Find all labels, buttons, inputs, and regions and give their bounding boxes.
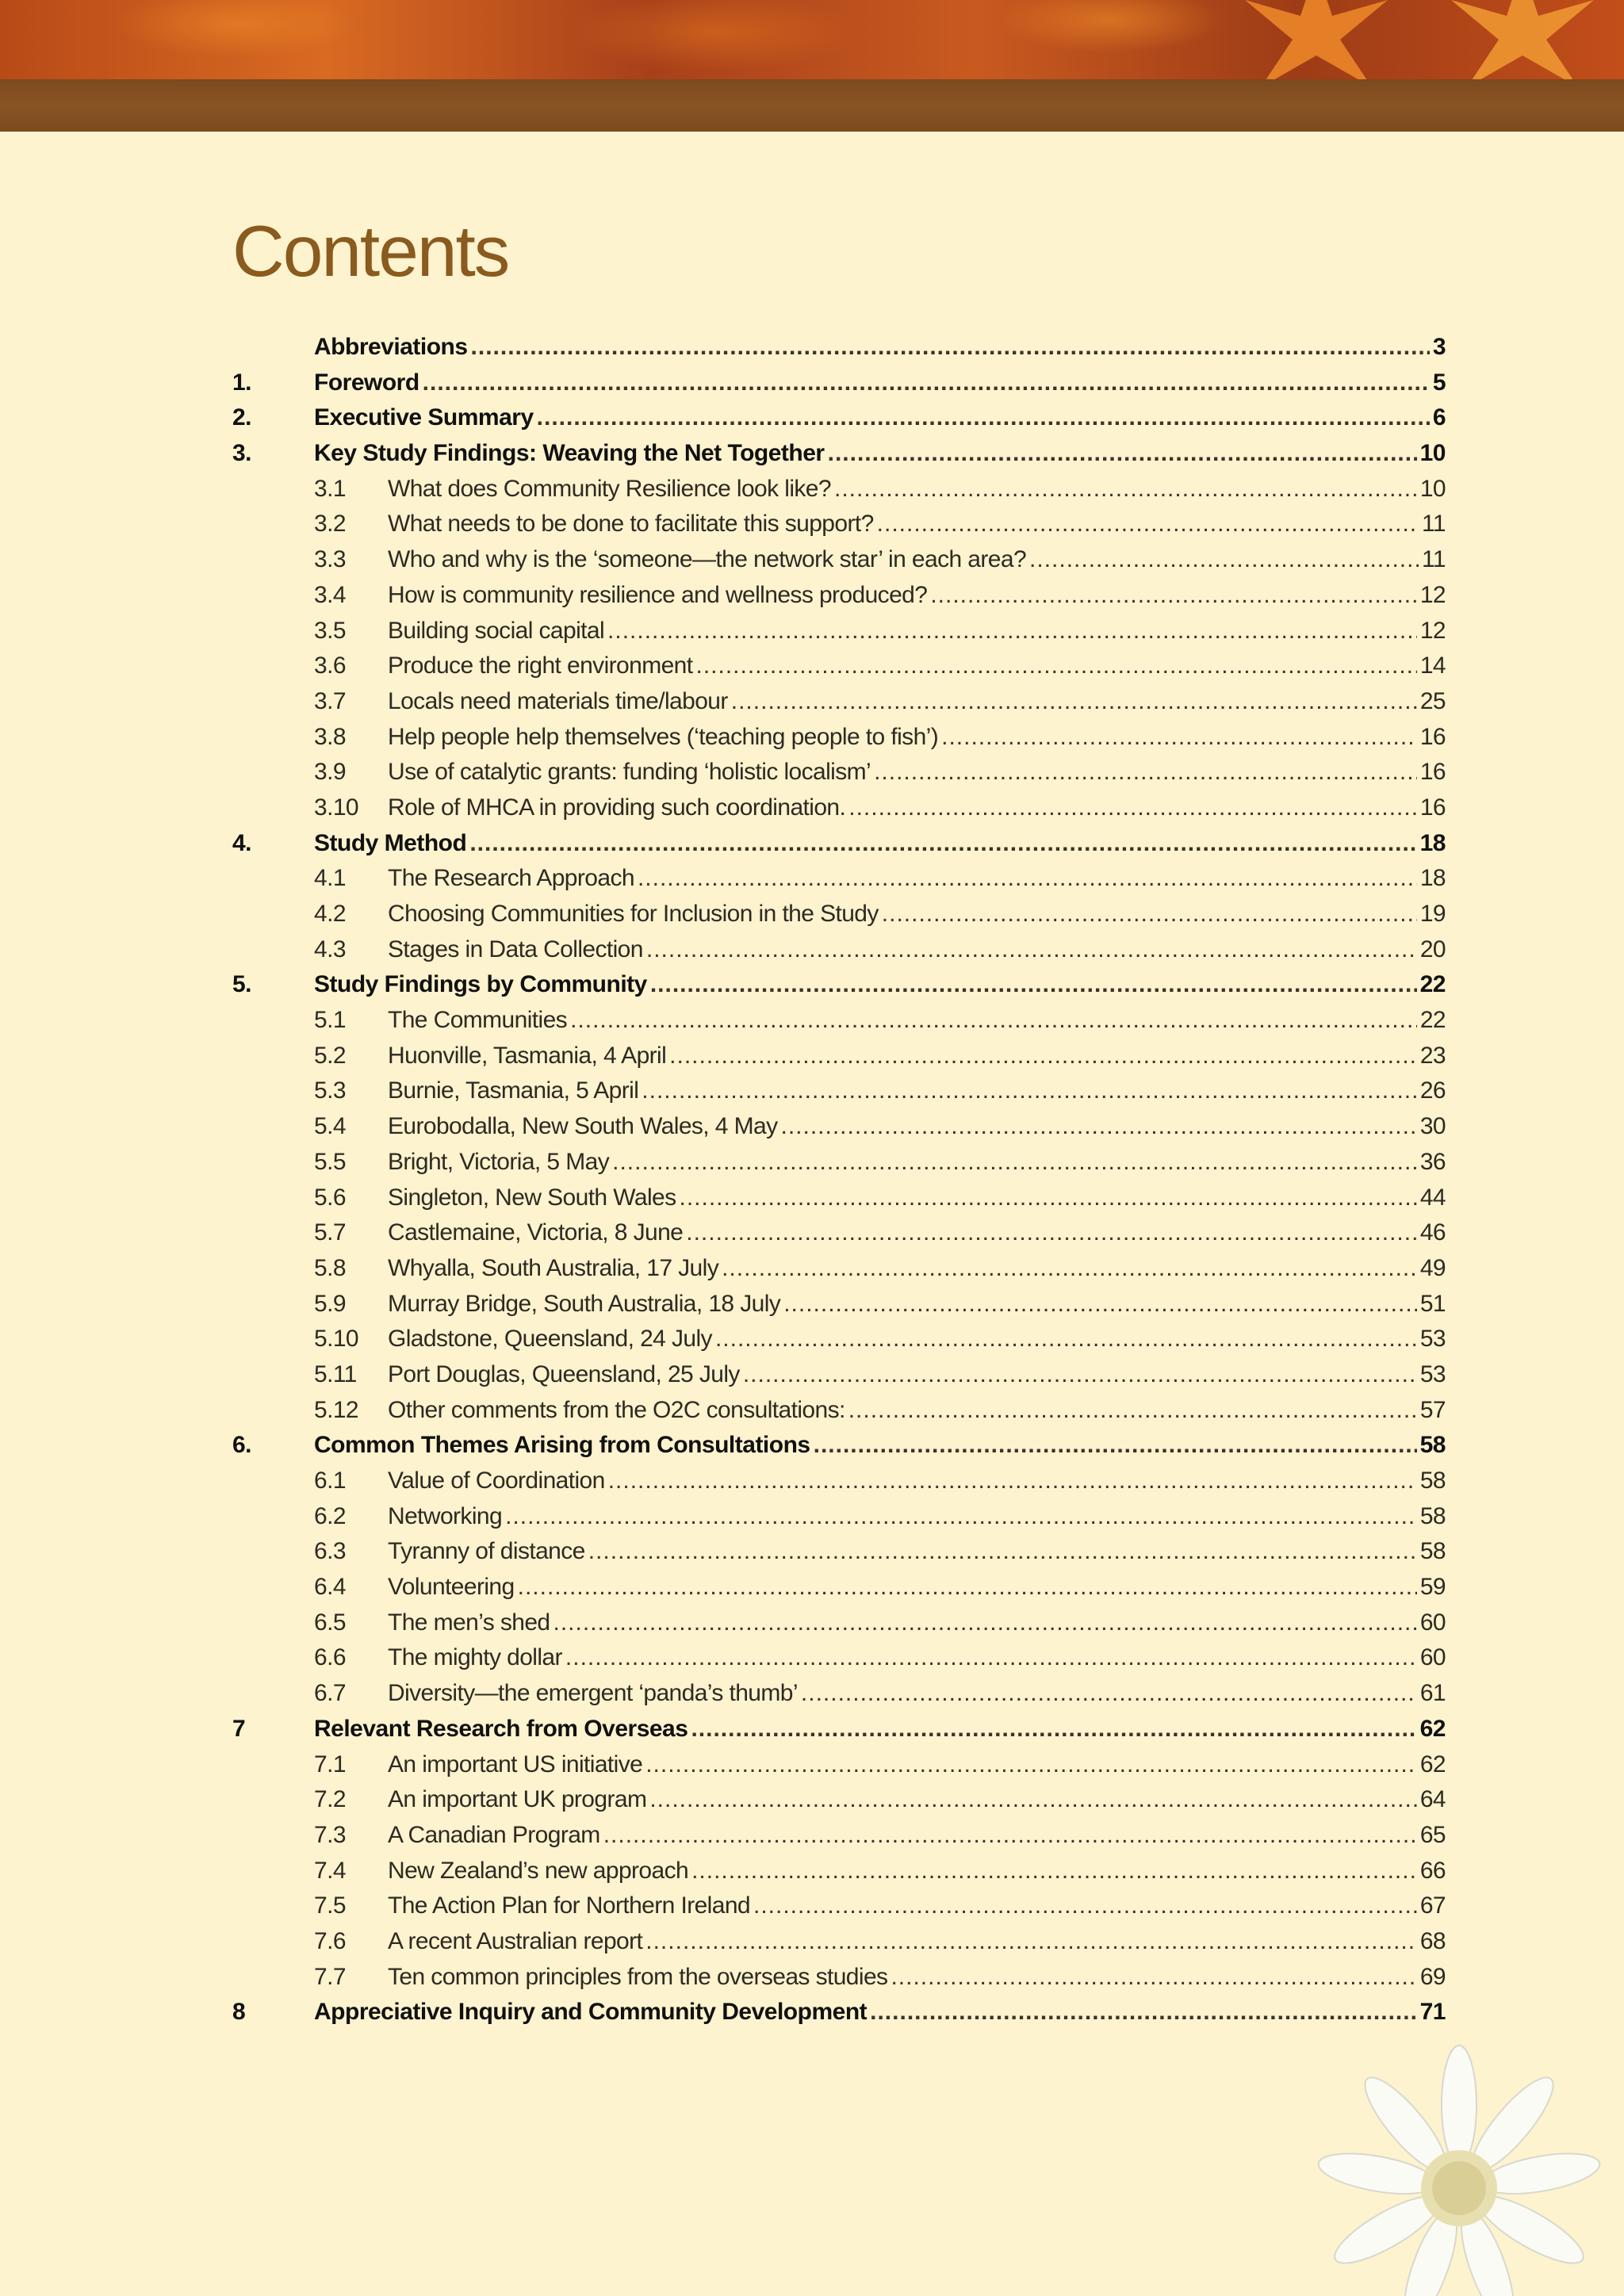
dot-leader (649, 1782, 1416, 1818)
toc-entry-title: Singleton, New South Wales (388, 1184, 676, 1211)
toc-entry-page-number: 20 (1419, 936, 1446, 962)
toc-section-entry[interactable] (232, 1428, 1446, 1464)
toc-entry-number: 3.6 (314, 652, 346, 679)
dot-leader (553, 1605, 1417, 1641)
toc-entry-page-number: 60 (1419, 1644, 1446, 1671)
toc-entry-number: 5.2 (314, 1042, 346, 1069)
toc-subsection-entry[interactable] (232, 1215, 1446, 1251)
toc-entry-number: 2. (232, 404, 252, 431)
toc-subsection-entry[interactable] (232, 1854, 1446, 1889)
toc-subsection-entry[interactable] (232, 1499, 1446, 1535)
toc-entry-number: 7.3 (314, 1821, 346, 1848)
dot-leader (814, 1428, 1417, 1464)
toc-entry-page-number: 12 (1419, 581, 1446, 608)
toc-entry-title: Use of catalytic grants: funding ‘holistic localism’ (388, 759, 871, 786)
toc-entry-number: 5.12 (314, 1396, 358, 1423)
toc-entry-page-number: 10 (1419, 440, 1446, 467)
toc-entry-page-number: 14 (1419, 652, 1446, 679)
dot-leader (588, 1534, 1417, 1570)
toc-section-entry[interactable] (232, 436, 1446, 472)
toc-entry-number: 7.5 (314, 1892, 346, 1919)
toc-entry-title: Help people help themselves (‘teaching people to fish’) (388, 723, 939, 750)
toc-entry-page-number: 67 (1419, 1892, 1446, 1919)
dot-leader (691, 1854, 1417, 1889)
dot-leader (471, 330, 1430, 365)
dot-leader (518, 1570, 1417, 1605)
page-title: Contents (232, 212, 509, 292)
toc-subsection-entry[interactable] (232, 897, 1446, 932)
toc-section-entry[interactable] (232, 330, 1446, 365)
toc-entry-number: 4.2 (314, 901, 346, 927)
toc-entry-title: Abbreviations (314, 334, 468, 360)
toc-entry-title: New Zealand’s new approach (388, 1857, 689, 1884)
dot-leader (801, 1676, 1417, 1712)
toc-entry-number: 3.1 (314, 475, 346, 502)
toc-entry-title: Port Douglas, Queensland, 25 July (388, 1360, 740, 1387)
toc-subsection-entry[interactable] (232, 1039, 1446, 1074)
toc-subsection-entry[interactable] (232, 1818, 1446, 1854)
toc-entry-title: Diversity—the emergent ‘panda’s thumb’ (388, 1680, 798, 1707)
toc-entry-page-number: 64 (1419, 1786, 1446, 1813)
dot-leader (612, 1145, 1417, 1181)
toc-entry-page-number: 58 (1419, 1538, 1446, 1565)
toc-entry-title: Networking (388, 1502, 503, 1529)
toc-entry-page-number: 51 (1419, 1290, 1446, 1317)
toc-entry-number: 3.3 (314, 546, 346, 573)
dot-leader (469, 826, 1416, 862)
dot-leader (691, 1712, 1416, 1747)
toc-entry-number: 6.7 (314, 1680, 346, 1707)
toc-subsection-entry[interactable] (232, 1393, 1446, 1429)
toc-entry-number: 3.5 (314, 617, 346, 644)
dot-leader (877, 507, 1419, 542)
toc-entry-number: 5.10 (314, 1326, 358, 1353)
toc-subsection-entry[interactable] (232, 1073, 1446, 1109)
toc-entry-number: 3.7 (314, 687, 346, 714)
toc-subsection-entry[interactable] (232, 1181, 1446, 1216)
dot-leader (731, 684, 1417, 720)
toc-entry-title: Choosing Communities for Inclusion in the Study (388, 901, 879, 927)
toc-subsection-entry[interactable] (232, 1534, 1446, 1570)
toc-section-entry[interactable] (232, 365, 1446, 401)
toc-entry-page-number: 44 (1419, 1184, 1446, 1211)
toc-entry-page-number: 11 (1422, 546, 1446, 573)
toc-entry-page-number: 5 (1432, 369, 1446, 396)
dot-leader (646, 932, 1417, 968)
toc-entry-page-number: 58 (1419, 1502, 1446, 1529)
dot-leader (680, 1181, 1417, 1216)
toc-entry-title: Castlemaine, Victoria, 8 June (388, 1219, 684, 1246)
toc-entry-page-number: 10 (1419, 475, 1446, 502)
toc-entry-title: Gladstone, Queensland, 24 July (388, 1326, 712, 1353)
toc-entry-page-number: 57 (1419, 1396, 1446, 1423)
dot-leader (848, 790, 1417, 826)
toc-entry-number: 7.2 (314, 1786, 346, 1813)
dot-leader (696, 649, 1417, 684)
toc-entry-title: What does Community Resilience look like? (388, 475, 831, 502)
toc-entry-title: Tyranny of distance (388, 1538, 585, 1565)
toc-entry-title: Who and why is the ‘someone—the network star’ in each area? (388, 546, 1027, 573)
dot-leader (828, 436, 1417, 472)
leaf-decoration-icon (1237, 0, 1396, 87)
toc-entry-number: 8 (232, 1999, 246, 2026)
leaf-decoration-icon (1443, 0, 1602, 87)
toc-entry-page-number: 69 (1419, 1963, 1446, 1990)
toc-entry-number: 6.2 (314, 1502, 346, 1529)
toc-entry-page-number: 53 (1419, 1360, 1446, 1387)
toc-subsection-entry[interactable] (232, 1003, 1446, 1039)
toc-entry-number: 4.1 (314, 865, 346, 892)
toc-entry-title: Whyalla, South Australia, 17 July (388, 1254, 719, 1281)
table-of-contents (232, 330, 1446, 2030)
toc-entry-title: The Communities (388, 1007, 568, 1034)
toc-subsection-entry[interactable] (232, 1251, 1446, 1287)
toc-entry-page-number: 65 (1419, 1821, 1446, 1848)
dot-leader (783, 1287, 1417, 1322)
toc-entry-number: 3.10 (314, 794, 358, 821)
toc-subsection-entry[interactable] (232, 507, 1446, 542)
dot-leader (834, 472, 1417, 507)
toc-entry-page-number: 23 (1419, 1042, 1446, 1069)
toc-entry-title: Volunteering (388, 1574, 515, 1601)
dot-leader (607, 614, 1417, 649)
toc-entry-title: Value of Coordination (388, 1468, 605, 1494)
toc-entry-number: 5.5 (314, 1148, 346, 1175)
toc-entry-title: Murray Bridge, South Australia, 18 July (388, 1290, 781, 1317)
dot-leader (638, 861, 1417, 897)
toc-entry-page-number: 30 (1419, 1113, 1446, 1140)
flannel-flower-image (1261, 2030, 1624, 2296)
toc-entry-number: 7.6 (314, 1927, 346, 1954)
toc-entry-page-number: 6 (1432, 404, 1446, 431)
dot-leader (645, 1747, 1417, 1783)
toc-subsection-entry[interactable] (232, 932, 1446, 968)
toc-entry-title: What needs to be done to facilitate this support? (388, 511, 874, 538)
toc-entry-page-number: 18 (1419, 829, 1446, 856)
toc-entry-page-number: 12 (1419, 617, 1446, 644)
toc-entry-number: 6. (232, 1432, 252, 1459)
toc-entry-number: 3.2 (314, 511, 346, 538)
dot-leader (891, 1960, 1416, 1996)
dot-leader (669, 1039, 1417, 1074)
dot-leader (642, 1073, 1417, 1109)
toc-entry-title: An important UK program (388, 1786, 647, 1813)
toc-subsection-entry[interactable] (232, 1464, 1446, 1499)
toc-entry-number: 7.7 (314, 1963, 346, 1990)
toc-subsection-entry[interactable] (232, 684, 1446, 720)
toc-entry-title: Ten common principles from the overseas studies (388, 1963, 888, 1990)
toc-subsection-entry[interactable] (232, 1109, 1446, 1145)
toc-subsection-entry[interactable] (232, 1960, 1446, 1996)
header-banner-image (0, 0, 1624, 79)
toc-entry-title: Burnie, Tasmania, 5 April (388, 1077, 639, 1104)
toc-entry-title: Study Method (314, 829, 467, 856)
toc-subsection-entry[interactable] (232, 1640, 1446, 1676)
toc-entry-page-number: 46 (1419, 1219, 1446, 1246)
toc-entry-page-number: 71 (1419, 1999, 1446, 2026)
dot-leader (565, 1640, 1417, 1676)
toc-entry-title: Building social capital (388, 617, 605, 644)
dot-leader (753, 1888, 1417, 1924)
toc-entry-page-number: 16 (1419, 759, 1446, 786)
toc-subsection-entry[interactable] (232, 1924, 1446, 1960)
toc-entry-page-number: 25 (1419, 687, 1446, 714)
toc-entry-number: 3.4 (314, 581, 346, 608)
toc-entry-title: Eurobodalla, New South Wales, 4 May (388, 1113, 778, 1140)
toc-entry-title: Appreciative Inquiry and Community Development (314, 1999, 868, 2026)
toc-entry-page-number: 66 (1419, 1857, 1446, 1884)
toc-entry-page-number: 3 (1432, 334, 1446, 360)
dot-leader (743, 1357, 1417, 1393)
toc-entry-page-number: 53 (1419, 1326, 1446, 1353)
toc-section-entry[interactable] (232, 1712, 1446, 1747)
toc-entry-title: A Canadian Program (388, 1821, 600, 1848)
toc-entry-number: 5.3 (314, 1077, 346, 1104)
toc-entry-title: An important US initiative (388, 1751, 643, 1777)
dot-leader (848, 1393, 1417, 1429)
toc-section-entry[interactable] (232, 1995, 1446, 2030)
toc-entry-title: Stages in Data Collection (388, 936, 643, 962)
toc-subsection-entry[interactable] (232, 1605, 1446, 1641)
toc-entry-title: How is community resilience and wellness produced? (388, 581, 928, 608)
toc-entry-title: Foreword (314, 369, 419, 396)
toc-subsection-entry[interactable] (232, 614, 1446, 649)
toc-entry-number: 3.8 (314, 723, 346, 750)
toc-subsection-entry[interactable] (232, 755, 1446, 790)
toc-subsection-entry[interactable] (232, 649, 1446, 684)
toc-subsection-entry[interactable] (232, 1888, 1446, 1924)
toc-entry-number: 5.1 (314, 1007, 346, 1034)
toc-entry-number: 6.1 (314, 1468, 346, 1494)
toc-entry-page-number: 26 (1419, 1077, 1446, 1104)
toc-entry-title: Executive Summary (314, 404, 534, 431)
toc-subsection-entry[interactable] (232, 578, 1446, 614)
toc-entry-page-number: 11 (1422, 511, 1446, 538)
dot-leader (603, 1818, 1417, 1854)
toc-subsection-entry[interactable] (232, 861, 1446, 897)
toc-entry-number: 5.11 (314, 1360, 357, 1387)
toc-entry-page-number: 62 (1419, 1715, 1446, 1742)
toc-entry-number: 5. (232, 971, 252, 998)
toc-entry-title: Locals need materials time/labour (388, 687, 728, 714)
toc-entry-number: 5.6 (314, 1184, 346, 1211)
toc-entry-title: Common Themes Arising from Consultations (314, 1432, 810, 1459)
toc-entry-page-number: 16 (1419, 794, 1446, 821)
toc-entry-page-number: 22 (1419, 1007, 1446, 1034)
toc-entry-page-number: 60 (1419, 1609, 1446, 1636)
toc-entry-title: Role of MHCA in providing such coordination. (388, 794, 846, 821)
toc-entry-number: 5.7 (314, 1219, 346, 1246)
toc-entry-number: 5.8 (314, 1254, 346, 1281)
toc-subsection-entry[interactable] (232, 1357, 1446, 1393)
dot-leader (686, 1215, 1417, 1251)
toc-entry-title: A recent Australian report (388, 1927, 643, 1954)
dot-leader (722, 1251, 1417, 1287)
toc-section-entry[interactable] (232, 826, 1446, 862)
toc-entry-title: The mighty dollar (388, 1644, 562, 1671)
toc-subsection-entry[interactable] (232, 1322, 1446, 1357)
toc-entry-number: 6.3 (314, 1538, 346, 1565)
dot-leader (570, 1003, 1417, 1039)
toc-subsection-entry[interactable] (232, 1570, 1446, 1605)
toc-entry-page-number: 59 (1419, 1574, 1446, 1601)
toc-entry-title: Other comments from the O2C consultations: (388, 1396, 845, 1423)
toc-entry-title: Produce the right environment (388, 652, 693, 679)
toc-entry-page-number: 16 (1419, 723, 1446, 750)
toc-entry-page-number: 62 (1419, 1751, 1446, 1777)
toc-subsection-entry[interactable] (232, 1782, 1446, 1818)
toc-entry-title: Study Findings by Community (314, 971, 647, 998)
toc-entry-number: 1. (232, 369, 252, 396)
dot-leader (645, 1924, 1417, 1960)
dot-leader (608, 1464, 1417, 1499)
toc-subsection-entry[interactable] (232, 1145, 1446, 1181)
dot-leader (537, 400, 1430, 436)
dot-leader (941, 720, 1417, 756)
header-band (0, 79, 1624, 132)
dot-leader (874, 755, 1417, 790)
toc-entry-number: 4. (232, 829, 252, 856)
dot-leader (780, 1109, 1416, 1145)
dot-leader (650, 967, 1417, 1003)
toc-entry-title: The Action Plan for Northern Ireland (388, 1892, 750, 1919)
toc-entry-title: Key Study Findings: Weaving the Net Together (314, 440, 825, 467)
toc-entry-title: The men’s shed (388, 1609, 550, 1636)
toc-subsection-entry[interactable] (232, 472, 1446, 507)
dot-leader (870, 1995, 1416, 2030)
dot-leader (1029, 542, 1419, 578)
toc-entry-number: 7.4 (314, 1857, 346, 1884)
toc-subsection-entry[interactable] (232, 790, 1446, 826)
toc-entry-number: 7.1 (314, 1751, 346, 1777)
toc-entry-number: 3. (232, 440, 252, 467)
toc-entry-page-number: 22 (1419, 971, 1446, 998)
toc-subsection-entry[interactable] (232, 1747, 1446, 1783)
toc-entry-page-number: 49 (1419, 1254, 1446, 1281)
toc-subsection-entry[interactable] (232, 1676, 1446, 1712)
toc-entry-page-number: 61 (1419, 1680, 1446, 1707)
toc-entry-title: Relevant Research from Overseas (314, 1715, 688, 1742)
toc-entry-page-number: 68 (1419, 1927, 1446, 1954)
dot-leader (715, 1322, 1417, 1357)
toc-entry-title: Huonville, Tasmania, 4 April (388, 1042, 667, 1069)
toc-entry-number: 5.9 (314, 1290, 346, 1317)
toc-entry-number: 6.5 (314, 1609, 346, 1636)
dot-leader (882, 897, 1417, 932)
toc-entry-page-number: 18 (1419, 865, 1446, 892)
toc-section-entry[interactable] (232, 967, 1446, 1003)
toc-subsection-entry[interactable] (232, 542, 1446, 578)
toc-entry-number: 3.9 (314, 759, 346, 786)
toc-subsection-entry[interactable] (232, 1287, 1446, 1322)
toc-subsection-entry[interactable] (232, 720, 1446, 756)
toc-entry-number: 4.3 (314, 936, 346, 962)
toc-entry-page-number: 19 (1419, 901, 1446, 927)
toc-entry-number: 7 (232, 1715, 246, 1742)
toc-entry-title: Bright, Victoria, 5 May (388, 1148, 610, 1175)
toc-entry-page-number: 36 (1419, 1148, 1446, 1175)
dot-leader (505, 1499, 1417, 1535)
toc-entry-page-number: 58 (1419, 1432, 1446, 1459)
toc-entry-title: The Research Approach (388, 865, 634, 892)
toc-entry-page-number: 58 (1419, 1468, 1446, 1494)
toc-entry-number: 5.4 (314, 1113, 346, 1140)
toc-entry-number: 6.6 (314, 1644, 346, 1671)
dot-leader (423, 365, 1430, 401)
toc-section-entry[interactable] (232, 400, 1446, 436)
toc-entry-number: 6.4 (314, 1574, 346, 1601)
dot-leader (930, 578, 1416, 614)
